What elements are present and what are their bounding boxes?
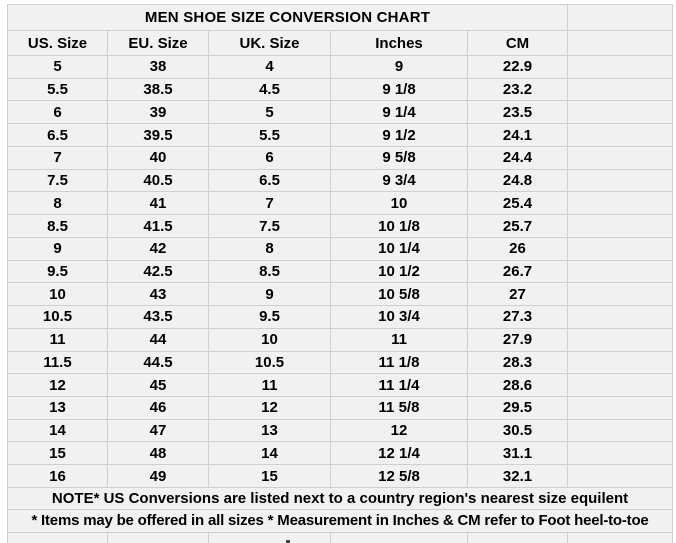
empty-cell — [568, 237, 673, 260]
table-cell: 7.5 — [8, 169, 108, 192]
empty-cell — [568, 328, 673, 351]
table-row — [8, 283, 673, 306]
table-cell: 14 — [209, 442, 331, 465]
table-cell: 10 1/2 — [331, 260, 468, 283]
table-cell: 9 3/4 — [331, 169, 468, 192]
empty-cell — [568, 146, 673, 169]
table-cell: 40.5 — [108, 169, 209, 192]
table-row — [8, 237, 673, 260]
table-cell: 23.2 — [468, 78, 568, 101]
empty-cell — [568, 306, 673, 329]
table-cell: 27.9 — [468, 328, 568, 351]
table-cell: 10 1/8 — [331, 215, 468, 238]
table-cell: 7.5 — [209, 215, 331, 238]
table-cell: 15 — [209, 465, 331, 488]
table-cell: 16 — [8, 465, 108, 488]
table-cell: 39.5 — [108, 124, 209, 147]
empty-cell — [8, 532, 108, 543]
table-cell: 11 1/8 — [331, 351, 468, 374]
empty-cell — [568, 31, 673, 56]
note-row — [8, 509, 673, 532]
table-cell: 4 — [209, 56, 331, 79]
table-row — [8, 419, 673, 442]
table-cell: 9 — [8, 237, 108, 260]
table-cell: 38 — [108, 56, 209, 79]
page-title: MEN SHOE SIZE CONVERSION CHART — [8, 5, 568, 31]
table-cell: 29.5 — [468, 397, 568, 420]
table-row — [8, 192, 673, 215]
table-cell: 38.5 — [108, 78, 209, 101]
table-cell: 9.5 — [209, 306, 331, 329]
column-header-cm: CM — [468, 31, 568, 56]
empty-cell — [568, 465, 673, 488]
empty-cell — [568, 374, 673, 397]
table-cell: 22.9 — [468, 56, 568, 79]
table-cell: 25.7 — [468, 215, 568, 238]
table-row — [8, 306, 673, 329]
table-cell: 44.5 — [108, 351, 209, 374]
table-row — [8, 465, 673, 488]
table-cell: 44 — [108, 328, 209, 351]
table-row — [8, 215, 673, 238]
table-cell: 31.1 — [468, 442, 568, 465]
table-title-row — [8, 5, 673, 31]
column-header-us-size: US. Size — [8, 31, 108, 56]
table-cell: 5.5 — [8, 78, 108, 101]
table-cell: 12 — [209, 397, 331, 420]
table-cell: 10 1/4 — [331, 237, 468, 260]
table-row — [8, 374, 673, 397]
table-row — [8, 124, 673, 147]
table-cell: 5.5 — [209, 124, 331, 147]
table-cell: 47 — [108, 419, 209, 442]
table-cell: 11 1/4 — [331, 374, 468, 397]
table-cell: 39 — [108, 101, 209, 124]
table-cell: 11.5 — [8, 351, 108, 374]
table-cell: 41 — [108, 192, 209, 215]
table-cell: 24.4 — [468, 146, 568, 169]
table-cell: 6.5 — [8, 124, 108, 147]
table-row — [8, 351, 673, 374]
table-cell: 10.5 — [209, 351, 331, 374]
table-cell: 42.5 — [108, 260, 209, 283]
table-cell: 11 — [209, 374, 331, 397]
table-cell: 10 5/8 — [331, 283, 468, 306]
empty-cell — [568, 101, 673, 124]
empty-cell — [568, 260, 673, 283]
empty-cell — [568, 283, 673, 306]
empty-cell — [568, 397, 673, 420]
table-cell: 9 — [331, 56, 468, 79]
table-cell: 41.5 — [108, 215, 209, 238]
empty-cell — [568, 56, 673, 79]
table-header-row — [8, 31, 673, 56]
table-cell: 23.5 — [468, 101, 568, 124]
table-cell: 42 — [108, 237, 209, 260]
table-cell: 12 1/4 — [331, 442, 468, 465]
table-cell: 43.5 — [108, 306, 209, 329]
table-cell: 9 1/4 — [331, 101, 468, 124]
note-row — [8, 487, 673, 509]
shoe-size-conversion-table — [7, 4, 673, 543]
table-cell: 6 — [8, 101, 108, 124]
column-header-eu-size: EU. Size — [108, 31, 209, 56]
empty-cell — [568, 442, 673, 465]
table-cell: 12 — [331, 419, 468, 442]
table-row — [8, 101, 673, 124]
table-cell: 32.1 — [468, 465, 568, 488]
note-text: NOTE* US Conversions are listed next to a country region's nearest size equilent — [8, 487, 673, 509]
table-cell: 8 — [8, 192, 108, 215]
table-cell: 9 5/8 — [331, 146, 468, 169]
table-row — [8, 56, 673, 79]
empty-cell — [568, 124, 673, 147]
column-header-inches: Inches — [331, 31, 468, 56]
table-cell: 28.3 — [468, 351, 568, 374]
table-cell: 6 — [209, 146, 331, 169]
table-cell: 9 1/8 — [331, 78, 468, 101]
empty-cell — [108, 532, 209, 543]
table-cell: 24.1 — [468, 124, 568, 147]
table-cell: 15 — [8, 442, 108, 465]
table-cell: 5 — [209, 101, 331, 124]
empty-cell — [568, 419, 673, 442]
table-cell: 12 5/8 — [331, 465, 468, 488]
column-header-uk-size: UK. Size — [209, 31, 331, 56]
empty-cell — [209, 532, 331, 543]
table-cell: 8.5 — [8, 215, 108, 238]
note-text: * Items may be offered in all sizes * Measurement in Inches & CM refer to Foot heel-to-toe — [8, 509, 673, 532]
table-cell: 10 3/4 — [331, 306, 468, 329]
empty-cell — [568, 532, 673, 543]
table-cell: 11 5/8 — [331, 397, 468, 420]
partial-clipped-row — [8, 532, 673, 543]
table-cell: 10 — [209, 328, 331, 351]
table-cell: 7 — [8, 146, 108, 169]
empty-cell — [568, 78, 673, 101]
table-row — [8, 146, 673, 169]
table-cell: 11 — [331, 328, 468, 351]
table-cell: 26.7 — [468, 260, 568, 283]
table-cell: 9 1/2 — [331, 124, 468, 147]
table-cell: 30.5 — [468, 419, 568, 442]
empty-cell — [468, 532, 568, 543]
table-cell: 4.5 — [209, 78, 331, 101]
table-row — [8, 397, 673, 420]
table-row — [8, 169, 673, 192]
table-row — [8, 328, 673, 351]
table-cell: 5 — [8, 56, 108, 79]
table-cell: 8.5 — [209, 260, 331, 283]
empty-cell — [331, 532, 468, 543]
table-row — [8, 78, 673, 101]
empty-cell — [568, 192, 673, 215]
table-cell: 10.5 — [8, 306, 108, 329]
table-cell: 12 — [8, 374, 108, 397]
table-row — [8, 260, 673, 283]
table-cell: 25.4 — [468, 192, 568, 215]
table-cell: 43 — [108, 283, 209, 306]
table-cell: 6.5 — [209, 169, 331, 192]
table-cell: 13 — [8, 397, 108, 420]
table-cell: 7 — [209, 192, 331, 215]
empty-cell — [568, 351, 673, 374]
table-cell: 24.8 — [468, 169, 568, 192]
empty-cell — [568, 5, 673, 31]
table-row — [8, 442, 673, 465]
table-cell: 40 — [108, 146, 209, 169]
table-cell: 13 — [209, 419, 331, 442]
table-cell: 9 — [209, 283, 331, 306]
table-cell: 28.6 — [468, 374, 568, 397]
table-cell: 48 — [108, 442, 209, 465]
table-cell: 9.5 — [8, 260, 108, 283]
table-cell: 11 — [8, 328, 108, 351]
table-cell: 10 — [8, 283, 108, 306]
table-cell: 45 — [108, 374, 209, 397]
empty-cell — [568, 215, 673, 238]
table-cell: 10 — [331, 192, 468, 215]
table-cell: 27 — [468, 283, 568, 306]
table-cell: 27.3 — [468, 306, 568, 329]
table-cell: 26 — [468, 237, 568, 260]
table-cell: 14 — [8, 419, 108, 442]
table-cell: 8 — [209, 237, 331, 260]
table-cell: 46 — [108, 397, 209, 420]
empty-cell — [568, 169, 673, 192]
table-cell: 49 — [108, 465, 209, 488]
